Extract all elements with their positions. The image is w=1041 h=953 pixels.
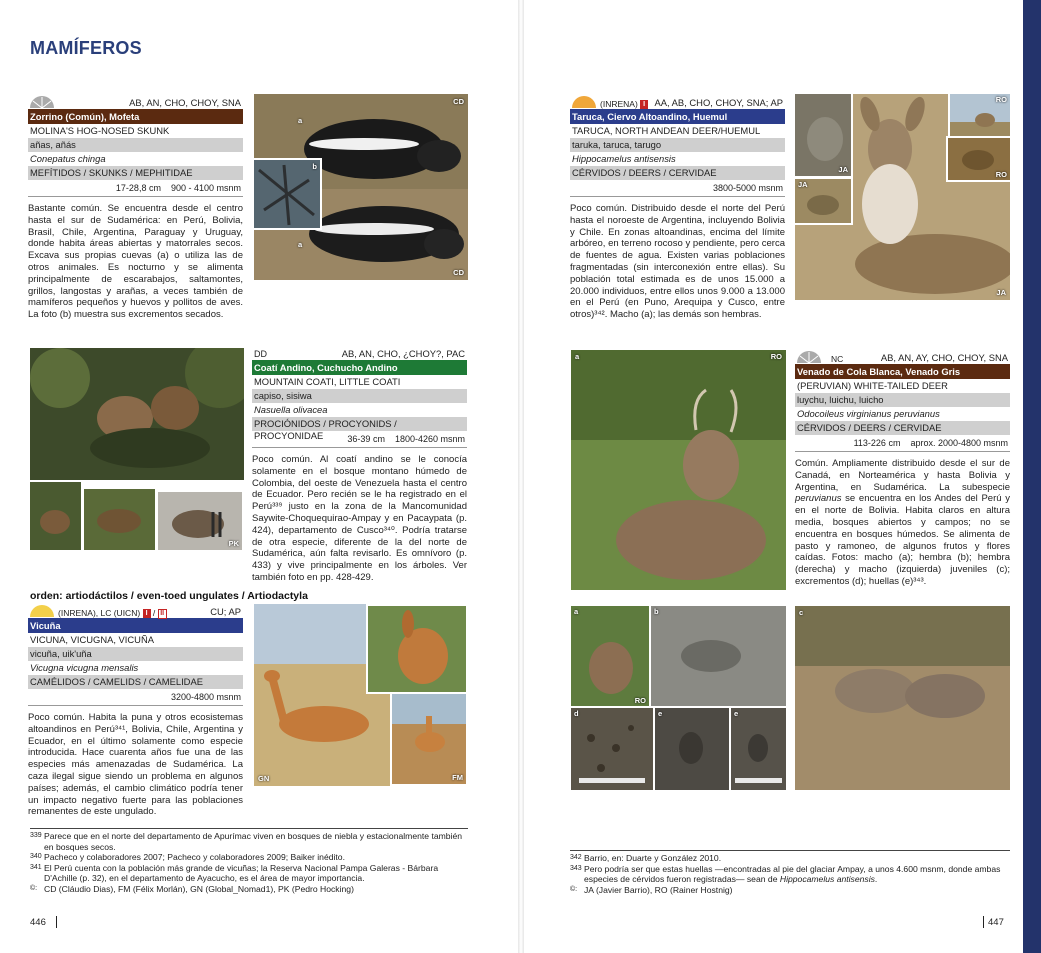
description: Poco común. Al coatí andino se le conocía solamente en el bosque montano húmedo de Colombia, del oeste de Venezuela hasta el centro de Ecuador. Pero recién se le ha registrado en el Perú³³⁹ justo en la zona de la Mancomunidad Saywite-Choquequirao-Ampay y en Pacaypata (p. 424), departamento de Cusco³⁴⁰. Podría tratarse de otra especie, diferente de la del norte de Sudamérica, aún falta revisarlo. Es omnívoro (p. 433) y vive principalmente en los árboles. Ver también foto en pp. 428-429. — [252, 454, 467, 583]
species-entry-vicuna: (INRENA), LC (UICN) I / II CU; AP Vicuña VICUNA, VICUGNA, VICUÑA vicuña, uik'uña Vicugna vicugna mensalis CAMÉLIDOS / CAMELIDS / CAMELIDAE 3200-4800 msnm Poco común. Habita la puna y otros ecosistemas altoandinos en Perú³⁴¹, Bolivia, Chile, Argentina y Ecuador, en el último solamente como especie introducida. Hace cuarenta años fue una de las especies más amenazadas de Sudamérica. La caza ilegal sigue siendo un problema en algunos países; además, el cambio climático podría tener un impacto negativo fuerte para las poblaciones remanentes de este ungulado. — [28, 606, 243, 818]
page-number-rule-right — [983, 916, 984, 928]
photo-venado-e2 — [731, 708, 786, 790]
footnote: 339 Parece que en el norte del departamento de Apurímac viven en bosques de niebla y estacionalmente también en bosques secos. — [30, 831, 463, 852]
species-entry-venado — [795, 350, 1010, 588]
description: Poco común. Distribuido desde el norte del Perú hasta el noroeste de Argentina, incluyendo Bolivia y Chile. En zonas altoandinas, encima del límite arbóreo, en terreno rocoso y pendiente, pero cerca de fuentes de agua. Existen varias poblaciones fragmentadas (sin interconexión entre ellas). Su población total estimada es de unos 15.000 a 20.000 individuos, entre ellos unos 9.000 a 13.000 en el Perú (en Puno, Arequipa y Cusco, entre otros)³⁴². Macho (a); las demás son hembras. — [570, 203, 785, 321]
gutter — [518, 0, 524, 953]
species-entry-zorrino — [28, 95, 243, 321]
photo-skunk-b — [252, 158, 322, 230]
status-text: NC — [831, 354, 844, 364]
photo-vicuna-standing — [390, 692, 468, 786]
regions: AB, AN, CHO, CHOY, SNA — [129, 97, 241, 108]
photo-credit-ro: RO — [634, 696, 646, 705]
photo-credit-fm: FM — [452, 773, 463, 782]
photo-credit-ja-small2: JA — [798, 180, 808, 189]
regions: AA, AB, CHO, CHOY, SNA; AP — [654, 97, 783, 108]
measurements: 3200-4800 msnm — [28, 689, 243, 706]
common-name: Taruca, Ciervo Altoandino, Huemul — [570, 109, 785, 124]
footnote: ©: JA (Javier Barrio), RO (Rainer Hostnig) — [570, 884, 733, 895]
photo-credit-gn: GN — [258, 774, 270, 783]
family: CÉRVIDOS / DEERS / CERVIDAE — [570, 166, 785, 180]
habitat-halfcircle-icon — [572, 96, 596, 108]
species-entry-taruca — [570, 95, 785, 321]
footnote-rule-left — [30, 828, 468, 829]
footnote: 341 El Perú cuenta con la población más grande de vicuñas; la Reserva Nacional Pampa Galeras - Bárbara D'Achille (p. 32), en el departamento de Ayacucho, es el área de mayor importancia. — [30, 862, 439, 883]
regions: AB, AN, CHO, ¿CHOY?, PAC — [341, 348, 465, 359]
photo-venado-a — [571, 606, 649, 706]
photo-taruca-small-4 — [946, 136, 1012, 182]
photo-credit-ro2: RO — [995, 170, 1007, 179]
photo-credit-ro: RO — [770, 352, 782, 361]
photo-label-a: a — [298, 116, 303, 125]
photo-label-b: b — [654, 607, 659, 616]
common-name: Coatí Andino, Cuchucho Andino — [252, 360, 467, 375]
english-name: MOUNTAIN COATI, LITTLE COATI — [252, 375, 467, 389]
photo-vicuna-head — [366, 604, 468, 694]
venado-photo — [571, 350, 786, 590]
common-name: Venado de Cola Blanca, Venado Gris — [795, 364, 1010, 379]
page-edge-bar — [1023, 0, 1041, 953]
photo-taruca-small-1 — [793, 92, 853, 178]
habitat-halfcircle-icon — [797, 351, 821, 363]
page-number-rule-left — [56, 916, 57, 928]
regions: CU; AP — [210, 606, 241, 617]
photo-label-d: d — [574, 709, 579, 718]
photo-venado — [571, 350, 786, 590]
local-names: capiso, sisiwa — [252, 389, 467, 403]
measurements: 113-226 cm aprox. 2000-4800 msnm — [795, 435, 1010, 452]
page-number-left: 446 — [30, 917, 46, 928]
photo-venado-d — [571, 708, 653, 790]
habitat-halfcircle-icon — [30, 96, 54, 108]
page-number-right: 447 — [988, 917, 1004, 928]
description: Poco común. Habita la puna y otros ecosistemas altoandinos en Perú³⁴¹, Bolivia, Chile, Argentina y Ecuador, en el último solamente como especie introducida. Hace cuarenta años fue una de las especies más amenazadas de Sudamérica. La caza ilegal sigue siendo un problema en algunos países; además, el cambio climático podría tener un impacto negativo fuerte para las poblaciones remanentes de este ungulado. — [28, 712, 243, 818]
order-heading: orden: artiodáctilos / even-toed ungulates / Artiodactyla — [30, 590, 308, 602]
local-names: vicuña, uik'uña — [28, 647, 243, 661]
common-name: Vicuña — [28, 618, 243, 633]
photo-label-c: c — [799, 608, 804, 617]
photo-venado-c — [795, 606, 1010, 790]
status-text: (INRENA), LC (UICN) — [58, 608, 141, 618]
photo-venado-e1 — [655, 708, 729, 790]
family: CÉRVIDOS / DEERS / CERVIDAE — [795, 421, 1010, 435]
scientific-name: Hippocamelus antisensis — [572, 153, 676, 164]
photo-coati — [30, 348, 244, 480]
status-badge-2: II — [158, 609, 167, 619]
english-name: TARUCA, NORTH ANDEAN DEER/HUEMUL — [570, 124, 785, 138]
local-names: luychu, luichu, luicho — [795, 393, 1010, 407]
photo-credit-cd: CD — [453, 97, 464, 106]
photo-label-e: e — [658, 709, 663, 718]
photo-taruca-small-2 — [793, 177, 853, 225]
regions: AB, AN, AY, CHO, CHOY, SNA — [880, 352, 1008, 363]
threat-category: DD — [254, 349, 267, 359]
footnote: ©: CD (Cláudio Dias), FM (Félix Morlán), GN (Global_Nomad1), PK (Pedro Hocking) — [30, 883, 354, 894]
photo-credit-pk: PK — [228, 539, 239, 548]
footnotes-left — [30, 831, 470, 894]
photo-label-e2: e — [734, 709, 739, 718]
measurements: 17-28,8 cm 900 - 4100 msnm — [28, 180, 243, 197]
photo-credit-ja: JA — [996, 288, 1006, 297]
english-name: MOLINA'S HOG-NOSED SKUNK — [28, 124, 243, 138]
photo-label-a: a — [575, 352, 580, 361]
photo-credit-ja-small: JA — [838, 165, 848, 174]
photo-credit-cd2: CD — [453, 268, 464, 277]
photo-coati-small-3 — [156, 490, 244, 552]
status-badge: I — [640, 100, 648, 109]
measurements: 3800-5000 msnm — [570, 180, 785, 197]
local-names: añas, añás — [28, 138, 243, 152]
habitat-halfcircle-icon — [30, 605, 54, 617]
section-title: MAMÍFEROS — [30, 38, 142, 58]
description: Bastante común. Se encuentra desde el centro hasta el sur de Sudamérica: en Perú, Bolivia, Brasil, Chile, Argentina, Paraguay y Uruguay, donde habita áreas abiertas y matorrales secos. Excava sus propias cuevas (a) o utiliza las de otros animales. Es nocturno y se alimenta principalmente de escarabajos, saltamontes, grillos, langostas y arañas, a veces también de mamíferos pequeños y huevos y pollitos de aves. La foto (b) muestra sus excrementos secados. — [28, 203, 243, 321]
local-names: taruka, taruca, tarugo — [570, 138, 785, 152]
photo-venado-b — [651, 606, 786, 706]
species-entry-coati — [252, 346, 467, 584]
scientific-name: Nasuella olivacea — [254, 404, 328, 415]
footnote: 342 Barrio, en: Duarte y González 2010. — [570, 853, 722, 863]
status-text: (INRENA) — [600, 99, 638, 109]
photo-credit-ro: RO — [995, 95, 1007, 104]
photo-label-a2: a — [298, 240, 303, 249]
photo-coati-small-1 — [28, 480, 83, 552]
english-name: (PERUVIAN) WHITE-TAILED DEER — [795, 379, 1010, 393]
scientific-name: Odocoileus virginianus peruvianus — [797, 408, 940, 419]
photo-coati-small-2 — [82, 487, 157, 552]
photo-taruca-small-3 — [948, 92, 1012, 138]
common-name: Zorrino (Común), Mofeta — [28, 109, 243, 124]
family: MEFÍTIDOS / SKUNKS / MEPHITIDAE — [28, 166, 243, 180]
family: PROCIÓNIDOS / PROCYONIDS / PROCYONIDAE — [252, 417, 467, 431]
english-name: VICUNA, VICUGNA, VICUÑA — [28, 633, 243, 647]
footnote-rule-right — [570, 850, 1010, 851]
footnote: 340 Pacheco y colaboradores 2007; Pacheco y colaboradores 2009; Baiker inédito. — [30, 852, 345, 862]
photo-label-a: a — [574, 607, 579, 616]
measurements: 36-39 cm 1800-4260 msnm — [252, 431, 467, 448]
status-badge-1: I — [143, 609, 151, 618]
description: Común. Ampliamente distribuido desde el sur de Canadá, en Norteamérica y hasta Bolivia y Argentina, en Sudamérica. La subespecie peruvianus se encuentra en los Andes del Perú y en el norte de Bolivia. Habita claros en altura media, bosques abiertos y campos; no se encuentra en bosques húmedos. Se alimenta de pasto y ramoneo, de algunos frutos y flores caídas. Fotos: macho (a); hembra (b); hembra (derecha) y macho (izquierda) juveniles (c); excrementos (d); huellas (e)³⁴³. — [795, 458, 1010, 587]
photo-label-b: b — [312, 162, 317, 171]
scientific-name: Vicugna vicugna mensalis — [30, 662, 139, 673]
family: CAMÉLIDOS / CAMELIDS / CAMELIDAE — [28, 675, 243, 689]
coati-photo — [30, 348, 244, 480]
footnotes-right — [570, 853, 1010, 895]
footnote: 343 Pero podría ser que estas huellas —encontradas al pie del glaciar Ampay, a unos 4.600 msnm, donde ambas especies de cérvidos fueron registradas— sean de Hippocamelus antisensis. — [570, 863, 1001, 884]
scientific-name: Conepatus chinga — [30, 153, 106, 164]
